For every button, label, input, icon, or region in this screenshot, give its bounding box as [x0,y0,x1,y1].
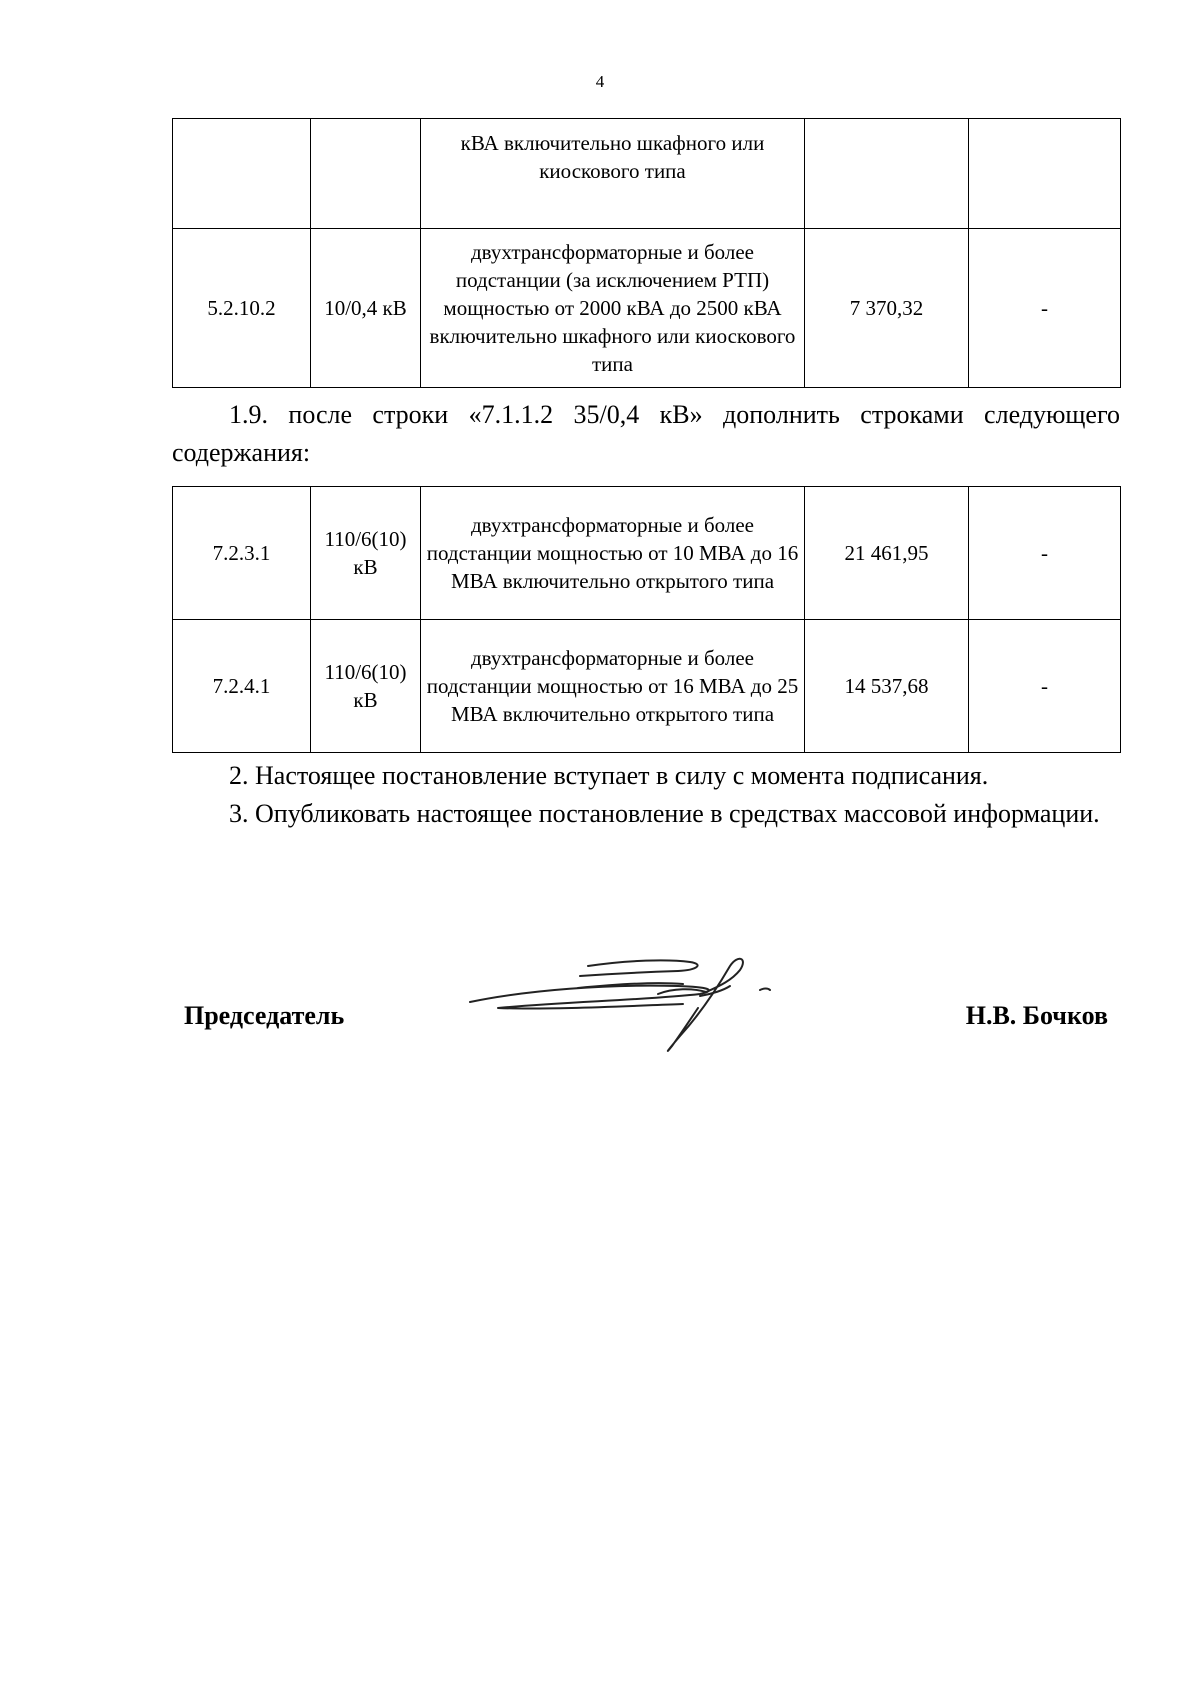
signatory-title: Председатель [184,1001,345,1030]
cell-rate: 14 537,68 [805,620,969,753]
table-row [173,620,1121,753]
page-number: 4 [595,72,605,91]
cell-code: 5.2.10.2 [173,229,311,388]
tariff-table-additions [172,486,1121,753]
table-row [173,229,1121,388]
cell-description: кВА включительно шкафного или киоскового типа [421,119,805,229]
cell-code [173,119,311,229]
signatory-name: Н.В. Бочков [965,1001,1108,1030]
paragraph-effective-date: 2. Настоящее постановление вступает в силу с момента подписания. [229,761,989,790]
cell-extra: - [969,229,1121,388]
table-row [173,487,1121,620]
table-row [173,119,1121,229]
cell-voltage: 110/6(10) кВ [311,620,421,753]
tariff-table-continued [172,118,1121,388]
handwritten-signature [468,950,788,1060]
cell-code: 7.2.3.1 [173,487,311,620]
cell-rate: 7 370,32 [805,229,969,388]
cell-voltage [311,119,421,229]
cell-description: двухтрансформаторные и более подстанции мощностью от 16 МВА до 25 МВА включительно открытого типа [421,620,805,753]
paragraph-publication: 3. Опубликовать настоящее постановление в средствах массовой информации. [229,799,1100,828]
cell-description: двухтрансформаторные и более подстанции мощностью от 10 МВА до 16 МВА включительно открытого типа [421,487,805,620]
paragraph-amendment-1-9: 1.9. после строки «7.1.1.2 35/0,4 кВ» дополнить строками следующего содержания: [172,400,1120,467]
cell-code: 7.2.4.1 [173,620,311,753]
cell-extra [969,119,1121,229]
cell-description: двухтрансформаторные и более подстанции (за исключением РТП) мощностью от 2000 кВА до 2500 кВА включительно шкафного или киоскового типа [421,229,805,388]
cell-voltage: 110/6(10) кВ [311,487,421,620]
cell-rate [805,119,969,229]
cell-voltage: 10/0,4 кВ [311,229,421,388]
cell-extra: - [969,620,1121,753]
cell-extra: - [969,487,1121,620]
cell-rate: 21 461,95 [805,487,969,620]
